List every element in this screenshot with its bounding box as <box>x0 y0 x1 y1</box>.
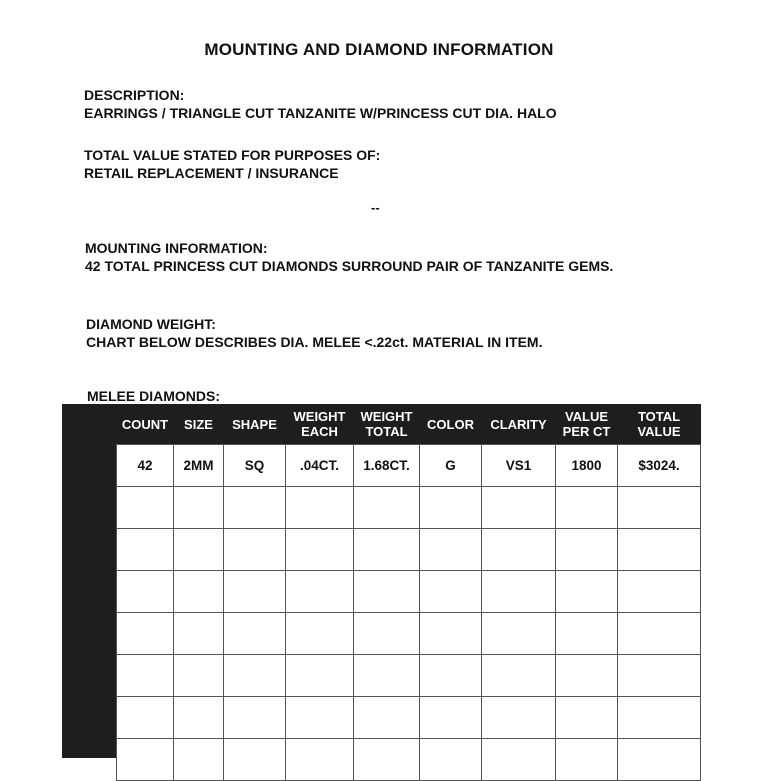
column-header-line: COUNT <box>121 416 169 432</box>
table-cell <box>618 571 701 613</box>
column-header <box>286 404 354 445</box>
table-cell <box>482 655 556 697</box>
column-header-line: VALUE <box>564 409 609 424</box>
table-header-row <box>117 404 701 445</box>
diamond-weight-section <box>86 315 542 351</box>
table-sidebar-bar <box>62 404 116 758</box>
column-header <box>117 404 174 445</box>
table-cell <box>556 655 618 697</box>
table-cell <box>174 655 224 697</box>
description-label: DESCRIPTION: <box>84 87 185 103</box>
table-cell <box>482 487 556 529</box>
table-cell <box>618 529 701 571</box>
column-header-line: VALUE <box>637 424 681 439</box>
table-cell <box>420 487 482 529</box>
table-cell: .04CT. <box>286 445 354 487</box>
table-cell <box>618 697 701 739</box>
column-header-line: PER CT <box>562 424 611 439</box>
column-header <box>420 404 482 445</box>
column-header <box>224 404 286 445</box>
column-header-line: WEIGHT <box>360 409 413 424</box>
column-header-line: CLARITY <box>490 416 547 432</box>
table-cell <box>286 613 354 655</box>
table-cell <box>286 487 354 529</box>
table-row <box>117 655 701 697</box>
table-cell <box>482 613 556 655</box>
column-header <box>556 404 618 445</box>
table-cell <box>354 697 420 739</box>
table-cell <box>482 571 556 613</box>
table-cell <box>117 529 174 571</box>
table-cell <box>224 613 286 655</box>
table-cell <box>174 739 224 781</box>
column-header-line: SHAPE <box>232 416 277 432</box>
table-cell <box>224 529 286 571</box>
table-row <box>117 571 701 613</box>
table-cell <box>286 571 354 613</box>
table-cell: G <box>420 445 482 487</box>
column-header-line: SIZE <box>184 416 213 432</box>
table-cell <box>556 487 618 529</box>
table-cell <box>117 487 174 529</box>
column-header-line: COLOR <box>427 416 474 432</box>
table-cell <box>420 655 482 697</box>
table-cell: 1800 <box>556 445 618 487</box>
table-cell: VS1 <box>482 445 556 487</box>
table-cell <box>286 697 354 739</box>
table-cell <box>556 613 618 655</box>
table-cell <box>618 613 701 655</box>
table-cell <box>224 739 286 781</box>
table-cell <box>482 529 556 571</box>
column-header <box>354 404 420 445</box>
table-cell <box>117 739 174 781</box>
column-header-line: TOTAL <box>365 424 408 439</box>
table-cell <box>420 571 482 613</box>
table-cell <box>556 529 618 571</box>
description-text: EARRINGS / TRIANGLE CUT TANZANITE W/PRINCESS CUT DIA. HALO <box>84 105 557 121</box>
table-cell <box>420 697 482 739</box>
table-cell <box>420 529 482 571</box>
table-cell <box>556 739 618 781</box>
table-cell <box>482 697 556 739</box>
table-cell <box>286 739 354 781</box>
table-cell <box>354 655 420 697</box>
table-cell <box>354 571 420 613</box>
table-row <box>117 613 701 655</box>
table-row <box>117 739 701 781</box>
table-cell <box>354 529 420 571</box>
table-cell <box>354 739 420 781</box>
table-cell <box>174 613 224 655</box>
table-cell <box>117 697 174 739</box>
column-header <box>174 404 224 445</box>
table-cell <box>286 655 354 697</box>
mounting-section <box>85 239 613 275</box>
table-row <box>117 487 701 529</box>
mounting-text: 42 TOTAL PRINCESS CUT DIAMONDS SURROUND PAIR OF TANZANITE GEMS. <box>85 258 614 274</box>
table-cell: 2MM <box>174 445 224 487</box>
description-section <box>84 86 557 122</box>
page-title: MOUNTING AND DIAMOND INFORMATION <box>204 40 554 59</box>
table-cell <box>117 613 174 655</box>
table-cell <box>420 613 482 655</box>
table-cell <box>618 655 701 697</box>
table-row <box>117 697 701 739</box>
table-cell: $3024. <box>618 445 701 487</box>
table-cell <box>117 571 174 613</box>
table-cell: SQ <box>224 445 286 487</box>
table-cell <box>354 613 420 655</box>
column-header-line: TOTAL <box>637 409 681 424</box>
table-cell <box>420 739 482 781</box>
table-cell: 1.68CT. <box>354 445 420 487</box>
table-row <box>117 529 701 571</box>
table-cell <box>618 487 701 529</box>
table-cell <box>224 571 286 613</box>
melee-table <box>116 404 701 781</box>
table-cell: 42 <box>117 445 174 487</box>
table-cell <box>224 487 286 529</box>
table-row <box>117 445 701 487</box>
melee-label: MELEE DIAMONDS: <box>87 388 220 404</box>
table-cell <box>224 655 286 697</box>
mounting-label: MOUNTING INFORMATION: <box>85 240 268 256</box>
table-cell <box>556 697 618 739</box>
table-cell <box>174 487 224 529</box>
column-header <box>482 404 556 445</box>
table-cell <box>174 529 224 571</box>
table-cell <box>174 571 224 613</box>
table-cell <box>286 529 354 571</box>
diamond-weight-text: CHART BELOW DESCRIBES DIA. MELEE <.22ct. MATERIAL IN ITEM. <box>86 334 543 350</box>
column-header-line: EACH <box>301 424 338 439</box>
table-cell <box>482 739 556 781</box>
total-value-label: TOTAL VALUE STATED FOR PURPOSES OF: <box>84 147 381 163</box>
table-cell <box>224 697 286 739</box>
table-cell <box>354 487 420 529</box>
table-cell <box>174 697 224 739</box>
table-cell <box>117 655 174 697</box>
total-value-section <box>84 146 380 182</box>
total-value-text: RETAIL REPLACEMENT / INSURANCE <box>84 165 339 181</box>
total-value-amount: -- <box>371 200 380 215</box>
column-header-line: WEIGHT <box>293 409 346 424</box>
column-header <box>618 404 701 445</box>
table-cell <box>618 739 701 781</box>
table-cell <box>556 571 618 613</box>
diamond-weight-label: DIAMOND WEIGHT: <box>86 316 216 332</box>
